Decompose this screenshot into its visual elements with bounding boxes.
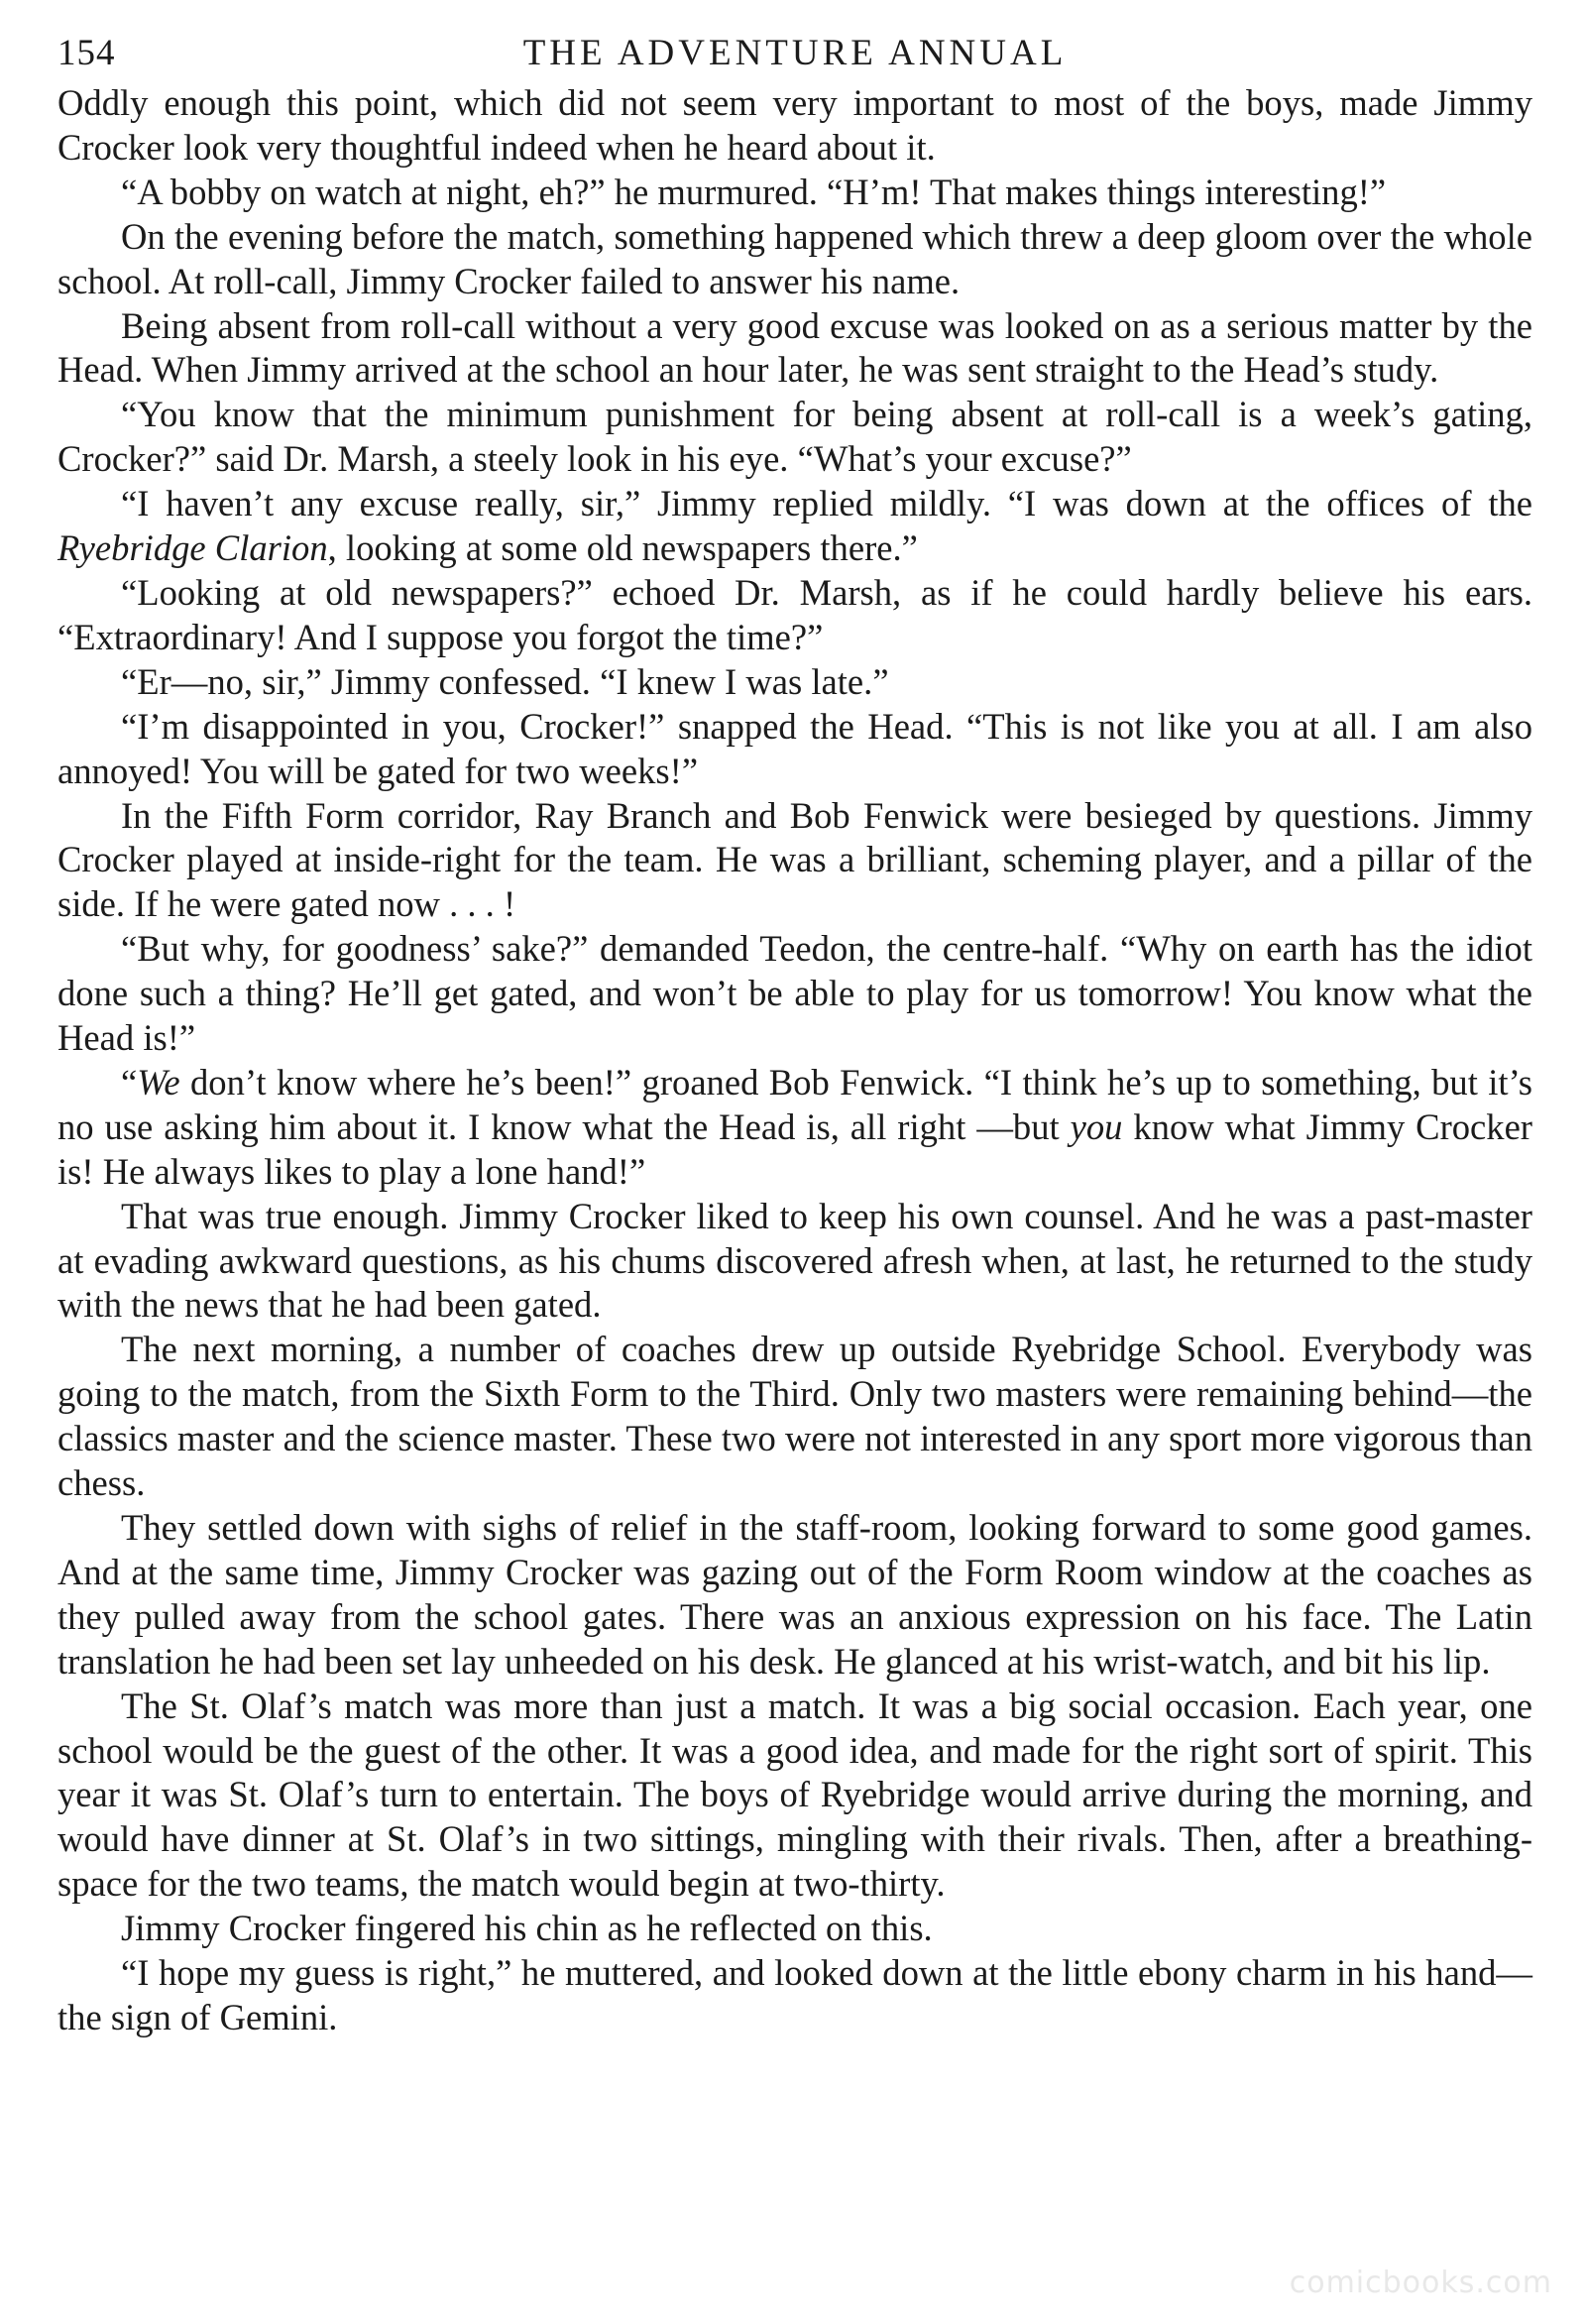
paragraph: [57, 794, 1532, 928]
paragraph: [57, 304, 1532, 394]
story-text: [57, 81, 1532, 2040]
italic-text: We: [137, 1061, 180, 1103]
italic-text: Ryebridge Clarion: [57, 527, 328, 569]
book-page: [57, 28, 1532, 2040]
paragraph-text: “Looking at old newspapers?” echoed Dr. Marsh, as if he could hardly believe his ears. “Extraordinary! And I suppose you forgot the time?”: [57, 571, 1532, 657]
paragraph-text: On the evening before the match, something happened which threw a deep gloom over the whole school. At roll-call, Jimmy Crocker failed to answer his name.: [57, 215, 1532, 301]
paragraph-text: Being absent from roll-call without a very good excuse was looked on as a serious matter by the Head. When Jimmy arrived at the school an hour later, he was sent straight to the Head’s study.: [57, 304, 1532, 391]
paragraph-text: “: [121, 1061, 138, 1103]
page-header: [57, 28, 1532, 79]
paragraph: [57, 81, 1532, 171]
paragraph-text: In the Fifth Form corridor, Ray Branch and Bob Fenwick were besieged by questions. Jimmy Crocker played at inside-right for the team. He was a brilliant, scheming player, and a pillar of the side. If he were gated now . . . !: [57, 794, 1532, 925]
page-number: 154: [57, 33, 116, 73]
paragraph: [57, 1951, 1532, 2040]
paragraph: [57, 1685, 1532, 1908]
paragraph-text: “You know that the minimum punishment for being absent at roll-call is a week’s gating, Crocker?” said Dr. Marsh, a steely look in his eye. “What’s your excuse?”: [57, 394, 1532, 480]
paragraph: [57, 393, 1532, 482]
paragraph: [57, 482, 1532, 571]
paragraph-text: That was true enough. Jimmy Crocker liked to keep his own counsel. And he was a past-master at evading awkward questions, as his chums discovered afresh when, at last, he returned to the study with the news that he had been gated.: [57, 1195, 1532, 1326]
running-title: THE ADVENTURE ANNUAL: [522, 33, 1068, 73]
paragraph: [57, 571, 1532, 660]
paragraph: [57, 171, 1532, 215]
paragraph: [57, 215, 1532, 304]
paragraph-text: “I haven’t any excuse really, sir,” Jimmy replied mildly. “I was down at the offices of the: [121, 483, 1532, 524]
paragraph: [57, 1506, 1532, 1685]
paragraph: [57, 927, 1532, 1061]
paragraph-text: know what Jimmy Crocker is! He always likes to play a lone hand!”: [57, 1105, 1532, 1192]
paragraph-text: “A bobby on watch at night, eh?” he murmured. “H’m! That makes things interesting!”: [121, 171, 1387, 212]
paragraph-text: “But why, for goodness’ sake?” demanded Teedon, the centre-half. “Why on earth has the idiot done such a thing? He’ll get gated, and won’t be able to play for us tomorrow! You know what the Head is!”: [57, 928, 1532, 1059]
paragraph: [57, 660, 1532, 705]
paragraph-text: They settled down with sighs of relief in the staff-room, looking forward to some good games. And at the same time, Jimmy Crocker was gazing out of the Form Room window at the coaches as they pulled away from the school gates. There was an anxious expression on his face. The Latin translation he had been set lay unheeded on his desk. He glanced at his wrist-watch, and bit his lip.: [57, 1507, 1532, 1682]
paragraph: [57, 705, 1532, 794]
paragraph-text: Oddly enough this point, which did not seem very important to most of the boys, made Jimmy Crocker look very thoughtful indeed when he heard about it.: [57, 82, 1532, 168]
paragraph: [57, 1061, 1532, 1195]
italic-text: you: [1070, 1105, 1123, 1147]
paragraph: [57, 1195, 1532, 1329]
paragraph-text: , looking at some old newspapers there.”: [327, 527, 918, 569]
paragraph-text: Jimmy Crocker fingered his chin as he reflected on this.: [121, 1908, 933, 1949]
paragraph: [57, 1328, 1532, 1506]
paragraph: [57, 1907, 1532, 1951]
paragraph-text: don’t know where he’s been!” groaned Bob Fenwick. “I think he’s up to something, but it’s no use asking him about it. I know what the Head is, all right —but: [57, 1061, 1532, 1147]
watermark: comicbooks.com: [1289, 2266, 1552, 2300]
paragraph-text: “I hope my guess is right,” he muttered, and looked down at the little ebony charm in his hand—the sign of Gemini.: [57, 1952, 1532, 2037]
paragraph-text: “Er—no, sir,” Jimmy confessed. “I knew I was late.”: [121, 660, 889, 702]
paragraph-text: The St. Olaf’s match was more than just a match. It was a big social occasion. Each year, one school would be the guest of the other. It was a good idea, and made for the right sort of spirit. This year it was St. Olaf’s turn to entertain. The boys of Ryebridge would arrive during the morning, and would have dinner at St. Olaf’s in two sittings, mingling with their rivals. Then, after a breathing-space for the two teams, the match would begin at two-thirty.: [57, 1685, 1532, 1905]
paragraph-text: The next morning, a number of coaches drew up outside Ryebridge School. Everybody was going to the match, from the Sixth Form to the Third. Only two masters were remaining behind—the classics master and the science master. These two were not interested in any sport more vigorous than chess.: [57, 1329, 1532, 1504]
paragraph-text: “I’m disappointed in you, Crocker!” snapped the Head. “This is not like you at all. I am also annoyed! You will be gated for two weeks!”: [57, 705, 1532, 791]
